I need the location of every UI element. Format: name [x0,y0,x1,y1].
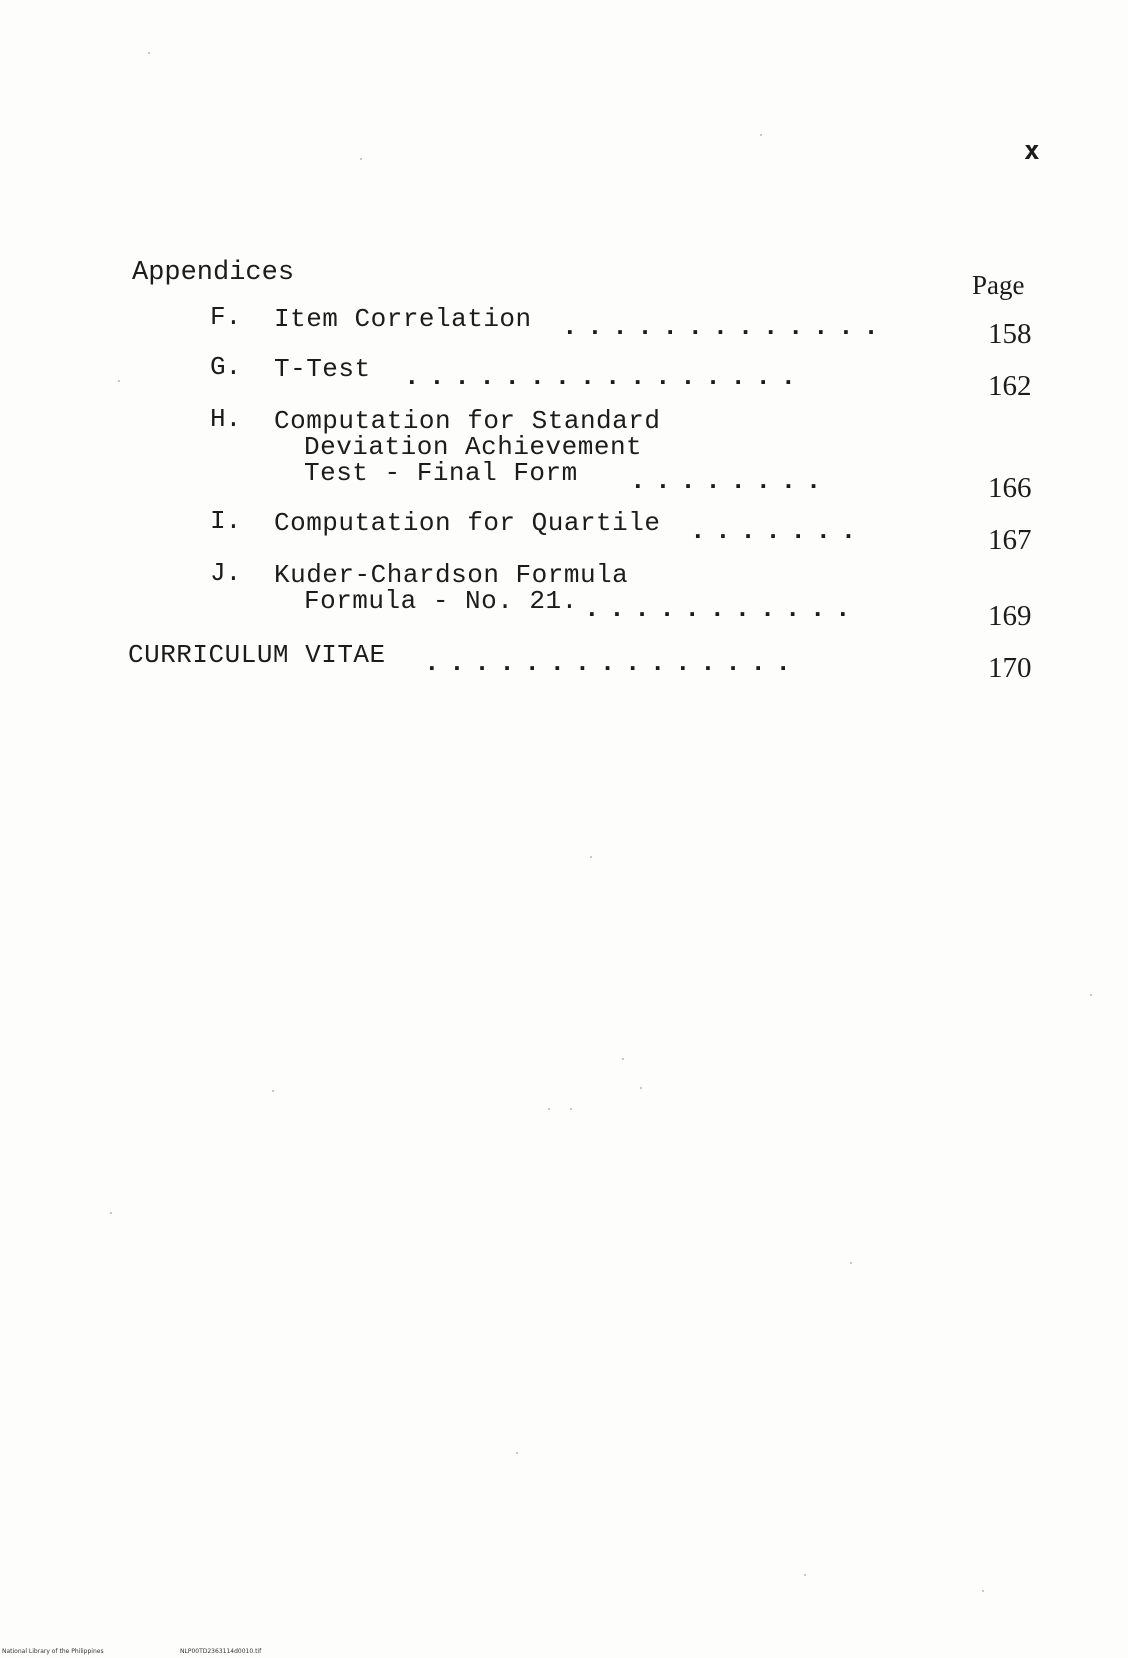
entry-title-line: Kuder-Chardson Formula [274,560,629,590]
page-column-header: Page [972,270,1025,300]
entry-title-line: Formula - No. 21. [304,586,578,616]
entry-page-number: 169 [988,600,1032,632]
entry-letter: I. [210,506,242,536]
entry-page-number: 170 [988,652,1032,684]
entry-title-line: Computation for Quartile [274,508,661,538]
entry-title-line: CURRICULUM VITAE [128,640,386,670]
dot-leader: ........ [630,466,831,496]
footer-file-name: NLP00TD2363114d0010.tif [180,1648,262,1655]
entry-letter: J. [210,558,242,588]
dot-leader: ................ [404,362,806,392]
dot-leader: ....... [690,516,866,546]
entry-title-line: Computation for Standard [274,406,661,436]
entry-letter: H. [210,404,242,434]
entry-title-line: Item Correlation [274,304,532,334]
entry-page-number: 162 [988,370,1032,402]
dot-leader: ........... [584,594,861,624]
dot-leader: ............... [424,648,801,678]
entry-title-line: T-Test [274,354,371,384]
footer-library-name: National Library of the Philippines [2,1648,104,1655]
entry-page-number: 166 [988,472,1032,504]
entry-title-line: Test - Final Form [304,458,578,488]
section-heading: Appendices [132,258,295,288]
entry-page-number: 167 [988,524,1032,556]
entry-title-line: Deviation Achievement [304,432,643,462]
entry-letter: F. [210,302,242,332]
entry-letter: G. [210,352,242,382]
dot-leader: ............. [562,312,889,342]
roman-page-number: x [1024,136,1040,166]
entry-page-number: 158 [988,318,1032,350]
